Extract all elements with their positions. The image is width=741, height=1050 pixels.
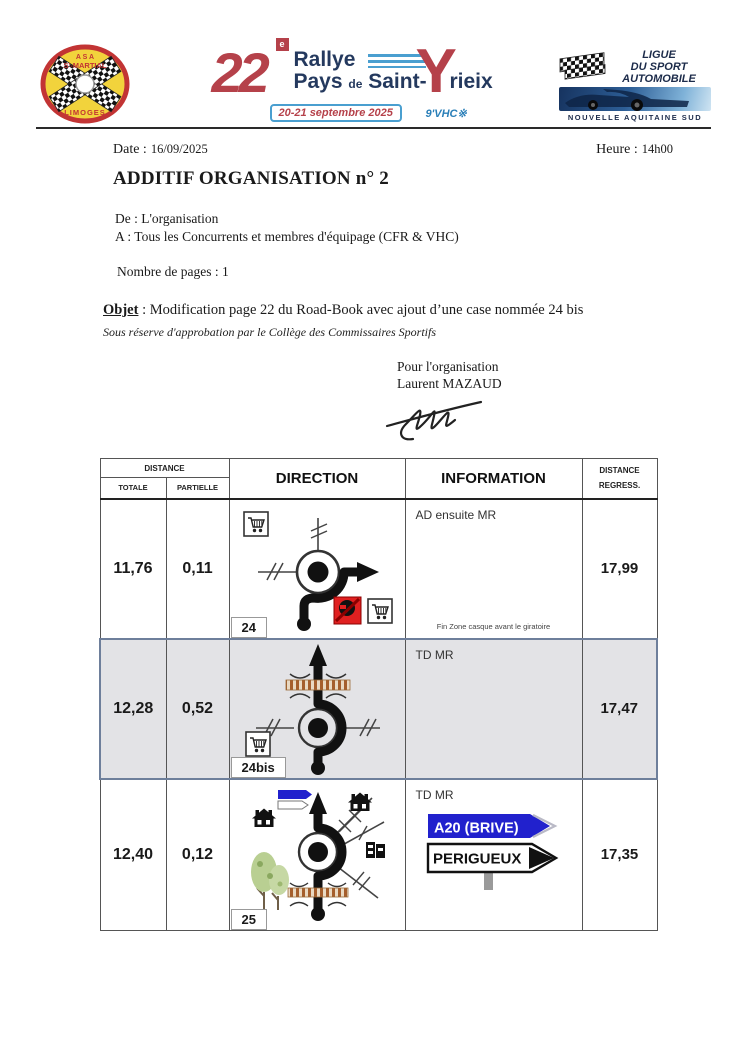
info-note: AD ensuite MR [415,507,497,522]
time-label: Heure : [596,142,638,157]
direction-diagram-25 [230,780,405,931]
cell-regress: 17,47 [582,639,657,779]
rally-logo [210,37,493,126]
rally-logo-rallye: Rallye [293,48,356,71]
rally-logo-pays: Pays [293,70,343,93]
route-arrow [357,562,379,582]
end-helmet-zone-icon [334,597,361,624]
rally-logo-vhc: 9'VHC※ [425,108,467,120]
rally-logo-number: 22 [211,41,266,104]
rally-logo-pays-line [294,70,427,94]
signature-role: Pour l'organisation [397,359,499,374]
cell-partielle: 0,11 [166,499,229,639]
case-number-box: 25 [231,909,267,930]
road-signs [426,812,576,899]
building-icon [366,842,385,858]
col-partielle: PARTIELLE [166,478,229,499]
ligue-sport-automobile-logo [559,49,711,122]
ligue-line1: LIGUE [642,48,676,61]
table-row [100,779,657,931]
from-to-block [115,210,459,246]
sign-post [484,872,493,890]
col-distance: DISTANCE [100,459,229,478]
asa-logo-top-text: A S A [75,54,95,61]
info-note: TD MR [415,647,454,662]
cell-information [405,779,582,931]
col-distance-regress [582,459,657,499]
sign-a20-label: A20 (BRIVE) [433,820,519,836]
house-icon [348,792,372,811]
rally-logo-edition-sup: e [276,38,289,51]
objet-label: Objet [103,302,139,318]
pages-line: Nombre de pages : 1 [117,264,229,279]
signature-block [397,358,513,446]
cell-information [405,499,582,639]
case-number-box: 24 [231,617,267,638]
table-row-highlighted [100,639,657,779]
table-row [100,499,657,639]
sign-perigueux-label: PERIGUEUX [432,850,521,867]
date-field [113,140,208,158]
roadbook-table [99,458,658,931]
direction-diagram-24bis [230,640,405,778]
cell-direction [229,499,405,639]
col-information: INFORMATION [405,459,582,499]
cell-totale: 11,76 [100,499,166,639]
objet-text: Modification page 22 du Road-Book avec ajout d’une case nommée 24 bis [149,302,584,318]
reserve-line: Sous réserve d'approbation par le Collège des Commissaires Sportifs [103,325,436,339]
handwritten-signature [383,392,513,442]
document-title: ADDITIF ORGANISATION n° 2 [113,168,390,189]
cell-direction [229,639,405,779]
cell-regress: 17,99 [582,499,657,639]
asa-logo-name-text: S'-MARTIAL [63,61,107,70]
cell-partielle: 0,12 [166,779,229,931]
case-number-box: 24bis [231,757,286,778]
house-icon [252,808,276,827]
time-value: 14h00 [641,142,673,156]
regress-line2: REGRESS. [598,481,641,491]
ligue-line3: AUTOMOBILE [622,72,696,85]
cell-information [405,639,582,779]
rally-logo-dates: 20-21 septembre 2025 [270,104,402,122]
asa-logo-city-text: LIMOGES [64,108,106,117]
objet-line [103,302,583,319]
rally-logo-rieix: rieix [449,70,493,93]
cell-regress: 17,35 [582,779,657,931]
ligue-line2: DU SPORT [630,60,688,73]
cart-icon [246,732,270,756]
objet-sep: : [138,302,150,318]
col-direction: DIRECTION [229,459,405,499]
signature-name: Laurent MAZAUD [397,376,502,391]
time-field [596,140,673,158]
cell-partielle: 0,52 [166,639,229,779]
header-divider [36,127,711,129]
from-line: De : L'organisation [115,211,219,226]
ligue-region-text: NOUVELLE AQUITAINE SUD [567,112,703,122]
info-footnote: Fin Zone casque avant le giratoire [436,621,551,631]
route-path [318,664,342,768]
cell-direction [229,779,405,931]
direction-diagram-24 [230,500,405,638]
ligue-logo-text [609,49,709,85]
header-row-1 [100,459,657,478]
date-value: 16/09/2025 [150,142,208,156]
cell-totale: 12,40 [100,779,166,931]
cell-totale: 12,28 [100,639,166,779]
cart-icon [244,512,268,536]
asa-saint-martial-logo [38,42,132,128]
race-car-image [559,87,711,111]
date-label: Date : [113,142,147,157]
route-arrow [309,644,327,666]
checkered-flag-icon [559,51,607,81]
to-line: A : Tous les Concurrents et membres d'équipage (CFR & VHC) [115,229,459,244]
header [38,37,711,128]
col-totale: TOTALE [100,478,166,499]
info-note: TD MR [415,787,454,802]
cart-icon [368,599,392,623]
ligue-logo-top [559,49,711,87]
route-arrow [309,792,327,814]
direction-sign-icon [278,790,312,809]
regress-line1: DISTANCE [599,466,640,476]
rally-logo-saint: Saint- [368,70,427,93]
rally-logo-de: de [348,77,363,91]
date-time-row [113,140,673,158]
rally-logo-big-y: Y [415,37,457,106]
trees-icon [251,852,289,910]
